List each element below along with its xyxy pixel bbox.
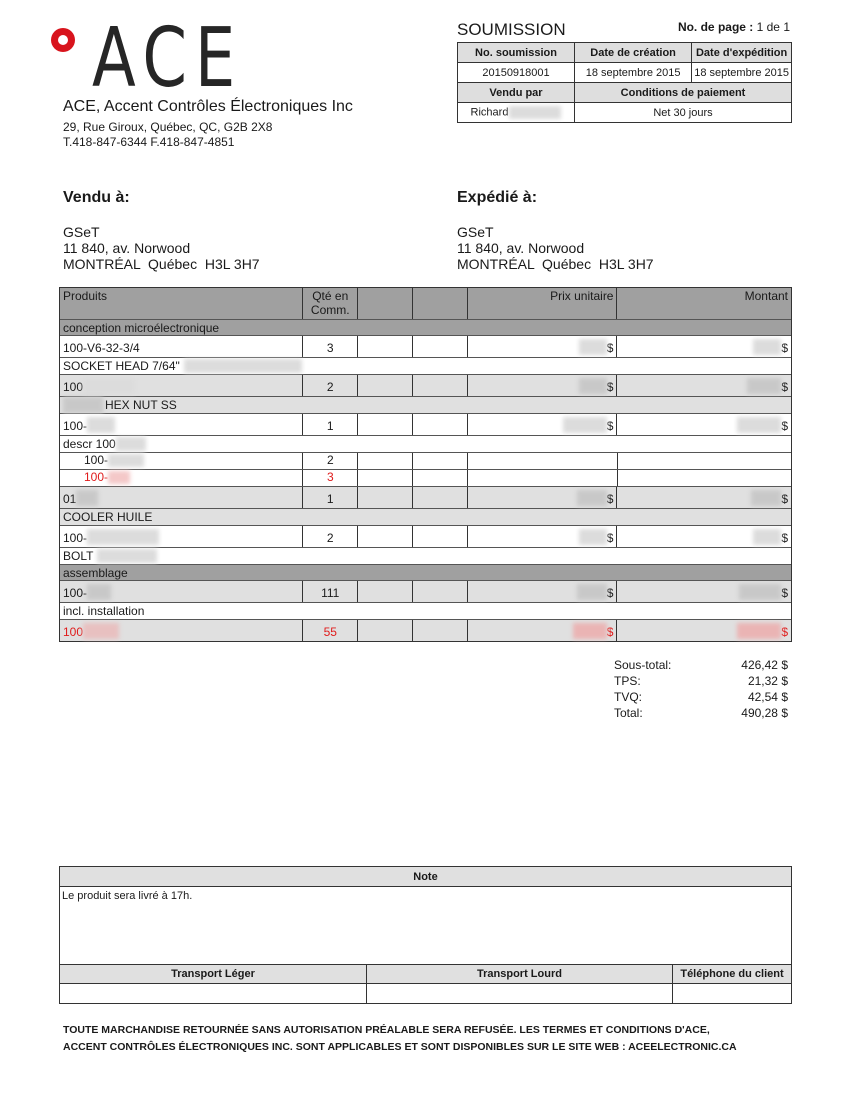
- empty-cell: [413, 336, 468, 357]
- quote-number-header: No. soumission: [458, 43, 575, 63]
- totals-block: [614, 657, 788, 721]
- product-qty: 111: [303, 581, 358, 602]
- amount: $: [617, 375, 791, 396]
- product-code: 100-: [60, 581, 303, 602]
- creation-date: 18 septembre 2015: [575, 63, 692, 83]
- document-title: SOUMISSION: [457, 20, 566, 39]
- header-qty-line1: Qté en: [312, 289, 349, 303]
- light-transport-value: [60, 984, 367, 1003]
- unit-price: $: [468, 336, 618, 357]
- quote-info-table: [457, 42, 792, 123]
- table-row: [60, 487, 791, 509]
- page-number: [678, 20, 790, 34]
- empty-cell: [413, 414, 468, 435]
- empty-cell: [413, 470, 468, 486]
- header-amount: Montant: [744, 289, 788, 303]
- sold-by: [458, 103, 575, 123]
- product-code: 100-: [60, 414, 303, 435]
- category-row: assemblage: [60, 565, 791, 581]
- sold-by-header: Vendu par: [458, 83, 575, 103]
- table-row: [60, 375, 791, 397]
- product-code: 100-V6-32-3/4: [60, 336, 303, 357]
- unit-price: $: [468, 375, 618, 396]
- sold-to-line: 11 840, av. Norwood: [63, 240, 191, 256]
- client-phone-value: [673, 984, 791, 1003]
- ship-to-line: 11 840, av. Norwood: [457, 240, 585, 256]
- empty-cell: [413, 375, 468, 396]
- empty-cell: [358, 375, 413, 396]
- terms-footer: [63, 1022, 803, 1056]
- unit-price: $: [468, 526, 618, 547]
- sold-to-line: MONTRÉAL Québec H3L 3H7: [63, 256, 260, 272]
- empty-cell: [413, 526, 468, 547]
- company-logo: ACE: [92, 11, 244, 106]
- empty-cell: [468, 453, 618, 469]
- product-code: 01: [60, 487, 303, 508]
- sold-to-line: GSeT: [63, 224, 100, 240]
- empty-cell: [618, 453, 792, 469]
- empty-cell: [358, 453, 413, 469]
- product-description: BOLT: [60, 548, 791, 565]
- empty-cell: [358, 581, 413, 602]
- shipping-date-header: Date d'expédition: [692, 43, 792, 63]
- empty-cell: [413, 453, 468, 469]
- sold-to-block: [63, 189, 260, 272]
- company-phone: T.418-847-6344 F.418-847-4851: [63, 135, 235, 149]
- product-qty: 2: [303, 526, 358, 547]
- product-qty: 2: [303, 453, 358, 469]
- tvq-value: 42,54 $: [747, 690, 788, 704]
- table-row: [60, 336, 791, 358]
- table-row: [60, 470, 791, 487]
- empty-cell: [358, 414, 413, 435]
- tvq-label: TVQ:: [614, 690, 643, 704]
- table-row: [60, 453, 791, 470]
- header-unit-price: Prix unitaire: [468, 288, 618, 319]
- empty-cell: [413, 487, 468, 508]
- table-row: [60, 414, 791, 436]
- note-box: [59, 866, 792, 1004]
- product-description: COOLER HUILE: [60, 509, 791, 526]
- tps-value: 21,32 $: [747, 674, 788, 688]
- empty-cell: [358, 487, 413, 508]
- page-number-value: 1 de 1: [756, 20, 790, 34]
- product-qty: 55: [303, 620, 358, 641]
- product-description: SOCKET HEAD 7/64": [60, 358, 791, 375]
- product-qty: 2: [303, 375, 358, 396]
- ship-to-block: [457, 189, 654, 272]
- unit-price: $: [468, 414, 618, 435]
- page-number-label: No. de page :: [677, 20, 754, 34]
- products-table: [59, 287, 792, 642]
- redacted-block: [509, 106, 561, 119]
- tps-label: TPS:: [614, 674, 641, 688]
- product-qty: 3: [303, 470, 358, 486]
- shipping-date: 18 septembre 2015: [692, 63, 792, 83]
- heavy-transport-header: Transport Lourd: [367, 965, 673, 983]
- unit-price: $: [468, 581, 618, 602]
- subtotal-label: Sous-total:: [614, 658, 672, 672]
- amount: $: [617, 526, 791, 547]
- product-code: 100-: [60, 453, 303, 469]
- amount: $: [617, 487, 791, 508]
- transport-header-row: [60, 965, 791, 984]
- total-label: Total:: [614, 706, 643, 720]
- payment-terms: Net 30 jours: [575, 103, 792, 123]
- unit-price: $: [468, 620, 618, 641]
- terms-line: TOUTE MARCHANDISE RETOURNÉE SANS AUTORISATION PRÉALABLE SERA REFUSÉE. LES TERMES ET CONDITIONS D'ACE,: [63, 1024, 710, 1036]
- light-transport-header: Transport Léger: [60, 965, 367, 983]
- ship-to-line: MONTRÉAL Québec H3L 3H7: [457, 256, 654, 272]
- empty-cell: [358, 526, 413, 547]
- client-phone-header: Téléphone du client: [680, 968, 784, 980]
- logo-dot-icon: [51, 28, 75, 52]
- company-name: ACE, Accent Contrôles Électroniques Inc: [63, 98, 353, 115]
- product-code: 100: [60, 620, 303, 641]
- empty-cell: [618, 470, 792, 486]
- unit-price: $: [468, 487, 618, 508]
- company-address: 29, Rue Giroux, Québec, QC, G2B 2X8: [63, 120, 273, 134]
- product-code: 100-: [60, 470, 303, 486]
- note-heading: Note: [60, 867, 791, 887]
- sold-by-name: Richard: [470, 106, 509, 119]
- header-blank: [413, 288, 468, 319]
- product-description: incl. installation: [60, 603, 791, 620]
- product-code: 100: [60, 375, 303, 396]
- amount: $: [617, 336, 791, 357]
- ship-to-heading: Expédié à:: [457, 189, 538, 206]
- table-row: [60, 526, 791, 548]
- empty-cell: [413, 620, 468, 641]
- table-row: [60, 620, 791, 642]
- empty-cell: [358, 336, 413, 357]
- product-description: HEX NUT SS: [60, 397, 791, 414]
- products-header-row: [60, 288, 791, 320]
- ship-to-line: GSeT: [457, 224, 494, 240]
- empty-cell: [413, 581, 468, 602]
- product-qty: 1: [303, 487, 358, 508]
- total-value: 490,28 $: [741, 706, 788, 720]
- header-qty: [303, 288, 358, 319]
- product-description: descr 100: [60, 436, 791, 453]
- header-qty-line2: Comm.: [310, 303, 350, 317]
- table-row: [60, 581, 791, 603]
- header-products: Produits: [60, 288, 303, 319]
- amount: $: [617, 414, 791, 435]
- quote-number: 20150918001: [458, 63, 575, 83]
- amount: $: [617, 620, 791, 641]
- note-text: Le produit sera livré à 17h.: [60, 887, 791, 965]
- creation-date-header: Date de création: [575, 43, 692, 63]
- amount: $: [617, 581, 791, 602]
- empty-cell: [358, 620, 413, 641]
- subtotal-value: 426,42 $: [741, 658, 788, 672]
- header-blank: [358, 288, 413, 319]
- heavy-transport-value: [367, 984, 673, 1003]
- sold-to-heading: Vendu à:: [63, 189, 130, 206]
- product-code: 100-: [60, 526, 303, 547]
- payment-terms-header: Conditions de paiement: [575, 83, 792, 103]
- product-qty: 3: [303, 336, 358, 357]
- terms-line: ACCENT CONTRÔLES ÉLECTRONIQUES INC. SONT APPLICABLES ET SONT DISPONIBLES SUR LE SITE WEB : ACEELECTRONIC.CA: [63, 1041, 737, 1053]
- empty-cell: [468, 470, 618, 486]
- empty-cell: [358, 470, 413, 486]
- product-qty: 1: [303, 414, 358, 435]
- category-row: conception microélectronique: [60, 320, 791, 336]
- transport-value-row: [60, 984, 791, 1003]
